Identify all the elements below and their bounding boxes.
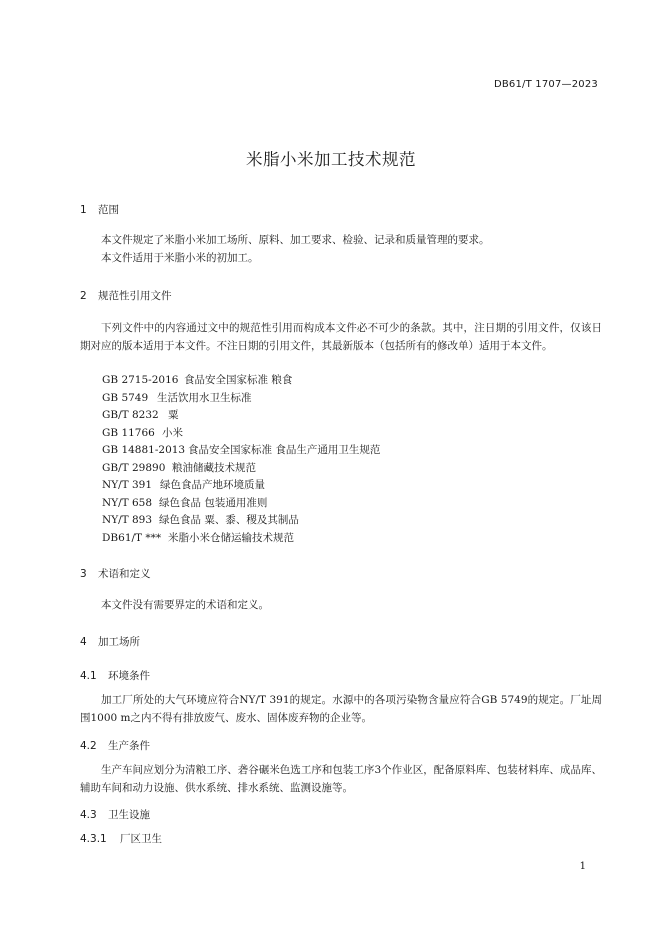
section-title: 术语和定义 [98,568,151,580]
reference-item [102,530,294,545]
section-title: 加工场所 [98,636,140,648]
reference-code: GB 14881-2013 [102,444,186,456]
reference-code: NY/T 658 [102,496,153,509]
scope-paragraph-2: 本文件适用于米脂小米的初加工。 [101,252,259,264]
page-number: 1 [579,861,586,872]
reference-title: 粟 [168,409,179,421]
reference-title: 绿色食品 粟、黍、稷及其制品 [159,514,299,526]
reference-code: GB 5749 [102,391,149,404]
section-number: 4.1 [80,670,97,682]
reference-item [102,442,380,457]
reference-code: GB 2715-2016 [102,374,179,386]
reference-code: GB/T 8232 [102,409,159,421]
reference-item [102,512,299,527]
reference-item [102,477,265,492]
section-title: 范围 [98,204,119,216]
section-number: 1 [80,204,87,216]
reference-item [102,425,183,440]
section-title: 规范性引用文件 [98,290,172,302]
subsection-heading-4-3-1 [80,831,162,846]
section-title: 环境条件 [108,670,150,682]
section-title: 厂区卫生 [120,833,162,845]
reference-code: NY/T 391 [102,479,153,491]
section-number: 2 [80,290,87,302]
reference-title: 食品安全国家标准 粮食 [184,374,293,386]
environment-paragraph: 加工厂所处的大气环境应符合NY/T 391的规定。水源中的各项污染物含量应符合GB 5749的规定。厂址周围1000 m之内不得有排放废气、废水、固体废弃物的企业等。 [80,694,602,724]
reference-title: 米脂小米仓储运输技术规范 [168,531,294,544]
production-paragraph: 生产车间应划分为清粮工序、砻谷碾米色选工序和包装工序3个作业区，配备原料库、包装材料库、成品库、辅助车间和动力设施、供水系统、排水系统、监测设施等。 [80,764,602,794]
reference-item [102,407,179,422]
section-heading-4 [80,634,140,649]
reference-code: GB 11766 [102,426,155,439]
standard-code: DB61/T 1707—2023 [493,79,598,90]
reference-title: 生活饮用水卫生标准 [157,391,252,404]
document-title: 米脂小米加工技术规范 [246,150,416,169]
reference-title: 小米 [162,426,183,439]
normative-references-paragraph: 下列文件中的内容通过文中的规范性引用而构成本文件必不可少的条款。其中，注日期的引用文件，仅该日期对应的版本适用于本文件。不注日期的引用文件，其最新版本（包括所有的修改单）适用于本文件。 [80,322,602,352]
section-heading-3 [80,566,151,581]
scope-paragraph-1: 本文件规定了米脂小米加工场所、原料、加工要求、检验、记录和质量管理的要求。 [101,234,490,246]
terms-paragraph: 本文件没有需要界定的术语和定义。 [101,599,269,611]
section-number: 4 [80,636,87,648]
section-number: 4.2 [80,740,97,752]
section-title: 生产条件 [108,740,150,752]
section-number: 4.3 [80,809,97,821]
reference-code: DB61/T *** [102,531,162,544]
reference-item [102,460,256,475]
subsection-heading-4-2 [80,738,150,753]
subsection-heading-4-1 [80,668,150,683]
reference-title: 绿色食品 包装通用准则 [159,496,268,509]
section-heading-2 [80,288,172,303]
reference-item [102,390,252,405]
reference-item [102,372,292,387]
reference-title: 绿色食品产地环境质量 [160,479,265,491]
section-heading-1 [80,202,119,217]
section-title: 卫生设施 [108,809,150,821]
subsection-heading-4-3 [80,807,150,822]
reference-code: GB/T 29890 [102,461,166,474]
section-number: 4.3.1 [80,833,107,845]
section-number: 3 [80,568,87,580]
reference-title: 食品安全国家标准 食品生产通用卫生规范 [188,444,381,456]
reference-title: 粮油储藏技术规范 [172,461,256,474]
reference-code: NY/T 893 [102,514,153,526]
reference-item [102,495,267,510]
